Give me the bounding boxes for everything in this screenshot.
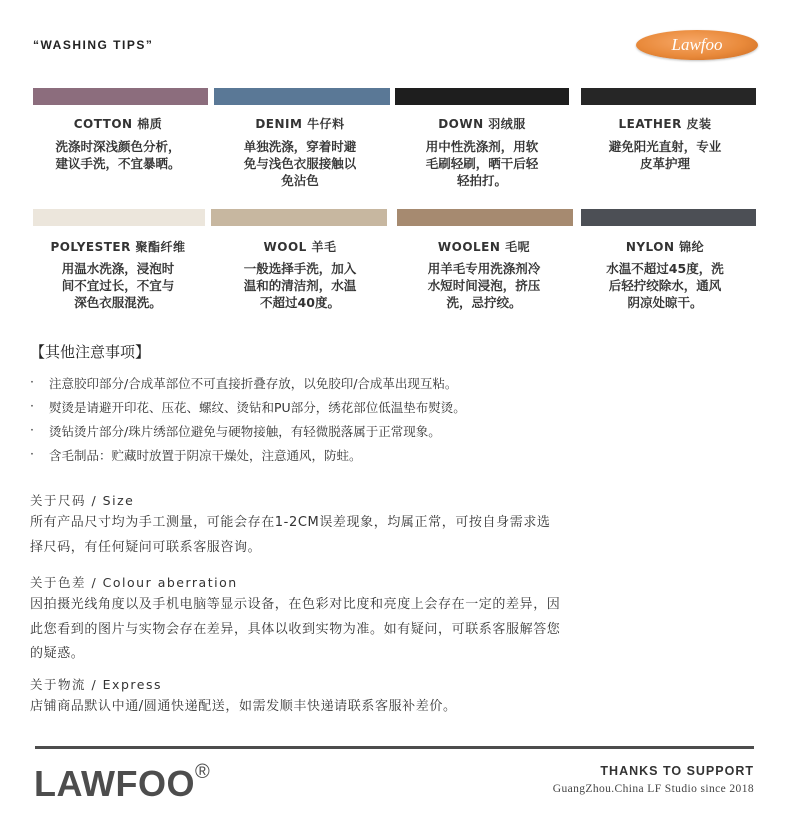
leather-swatch: [581, 88, 756, 105]
list-item: [30, 398, 466, 422]
fabric-name-cotton: COTTON 棉质: [73, 117, 163, 131]
fabric-name-woolen: WOOLEN 毛呢: [437, 240, 531, 254]
fabric-desc-line: 温和的清洁剂，水温: [243, 278, 357, 293]
cotton-swatch: [33, 88, 208, 105]
fabric-desc-line: 毛刷轻刷，晒干后轻: [425, 156, 539, 171]
fabric-desc-line: 皮革护理: [639, 156, 690, 171]
fabric-desc-line: 阴凉处晾干。: [627, 295, 703, 310]
note-text: 熨烫是请避开印花、压花、螺纹、烫钻和PU部分，绣花部位低温垫布熨烫。: [49, 400, 466, 415]
page-title: “WASHING TIPS”: [33, 38, 154, 52]
fabric-desc-wool: [212, 260, 388, 311]
express-label: 关于物流 / Express: [30, 677, 162, 692]
fabric-desc-line: 不超过40度。: [260, 295, 340, 310]
fabric-name-nylon: NYLON 锦纶: [625, 240, 705, 254]
fabric-name-denim: DENIM 牛仔料: [255, 117, 345, 131]
colour-body: [30, 593, 660, 667]
list-item: [30, 422, 466, 446]
list-item: [30, 446, 466, 470]
fabric-desc-line: 用温水洗涤，浸泡时: [61, 261, 175, 276]
studio-text: GuangZhou.China LF Studio since 2018: [552, 783, 754, 795]
denim-swatch: [214, 88, 390, 105]
list-item: [30, 374, 466, 398]
footer-divider: [35, 746, 754, 749]
fabric-desc-line: 深色衣服混洗。: [74, 295, 162, 310]
polyester-swatch: [33, 209, 205, 226]
fabric-desc-line: 单独洗涤，穿着时避: [243, 139, 357, 154]
wool-swatch: [211, 209, 387, 226]
fabric-desc-line: 洗，忌拧绞。: [446, 295, 522, 310]
fabric-desc-line: 水温不超过45度，洗: [606, 261, 724, 276]
note-text: 注意胶印部分/合成革部位不可直接折叠存放，以免胶印/合成革出现互粘。: [49, 376, 458, 391]
fabric-desc-line: 洗涤时深浅颜色分析，: [55, 139, 181, 154]
fabric-desc-line: 建议手洗，不宜暴晒。: [55, 156, 181, 171]
express-line: 店铺商品默认中通/圆通快递配送，如需发顺丰快递请联系客服补差价。: [30, 699, 457, 714]
fabric-desc-line: 一般选择手洗，加入: [243, 261, 357, 276]
fabric-desc-line: 用中性洗涤剂，用软: [425, 139, 539, 154]
fabric-desc-line: 免与浅色衣服接触以: [243, 156, 357, 171]
registered-mark: ®: [194, 761, 211, 783]
note-text: 含毛制品：贮藏时放置于阴凉干燥处，注意通风，防蛀。: [49, 448, 362, 463]
fabric-desc-line: 免沾色: [281, 173, 319, 188]
fabric-desc-line: 间不宜过长，不宜与: [61, 278, 175, 293]
fabric-desc-leather: [577, 138, 753, 172]
thanks-text: THANKS TO SUPPORT: [600, 764, 754, 778]
express-body: [30, 695, 660, 720]
fabric-name-wool: WOOL 羊毛: [263, 240, 337, 254]
fabric-desc-line: 后轻拧绞除水，通风: [608, 278, 722, 293]
brand-logo: Lawfoo: [636, 30, 758, 60]
colour-line: 因拍摄光线角度以及手机电脑等显示设备，在色彩对比度和亮度上会存在一定的差异，因: [30, 597, 561, 612]
fabric-desc-line: 轻拍打。: [456, 173, 507, 188]
notes-heading: 【其他注意事项】: [30, 343, 151, 361]
fabric-name-polyester: POLYESTER 聚酯纤维: [50, 240, 186, 254]
fabric-desc-woolen: [396, 260, 572, 311]
brand-text: LAWFOO: [34, 763, 195, 804]
colour-label: 关于色差 / Colour aberration: [30, 575, 238, 590]
bullet: ·: [30, 398, 34, 413]
bullet: ·: [30, 422, 34, 437]
size-line: 所有产品尺寸均为手工测量，可能会存在1-2CM误差现象，均属正常，可按自身需求选: [30, 515, 551, 530]
fabric-desc-nylon: [577, 260, 753, 311]
woolen-swatch: [397, 209, 573, 226]
bullet: ·: [30, 374, 34, 389]
note-text: 烫钻烫片部分/珠片绣部位避免与硬物接触，有轻微脱落属于正常现象。: [49, 424, 441, 439]
fabric-desc-line: 用羊毛专用洗涤剂冷: [427, 261, 541, 276]
fabric-desc-line: 避免阳光直射，专业: [608, 139, 722, 154]
fabric-name-down: DOWN 羽绒服: [438, 117, 526, 131]
fabric-desc-down: [394, 138, 570, 189]
nylon-swatch: [581, 209, 756, 226]
size-body: [30, 511, 660, 560]
fabric-desc-cotton: [30, 138, 206, 172]
colour-line: 的疑惑。: [30, 646, 85, 661]
fabric-desc-denim: [212, 138, 388, 189]
notes-list: [30, 374, 466, 470]
size-line: 择尺码，有任何疑问可联系客服咨询。: [30, 539, 262, 555]
bullet: ·: [30, 446, 34, 461]
size-label: 关于尺码 / Size: [30, 493, 135, 508]
fabric-desc-line: 水短时间浸泡，挤压: [427, 278, 541, 293]
colour-line: 此您看到的图片与实物会存在差异，具体以收到实物为准。如有疑问，可联系客服解答您: [30, 621, 561, 637]
fabric-name-leather: LEATHER 皮装: [618, 117, 712, 131]
footer-brand: [34, 763, 210, 805]
fabric-desc-polyester: [30, 260, 206, 311]
down-swatch: [395, 88, 569, 105]
